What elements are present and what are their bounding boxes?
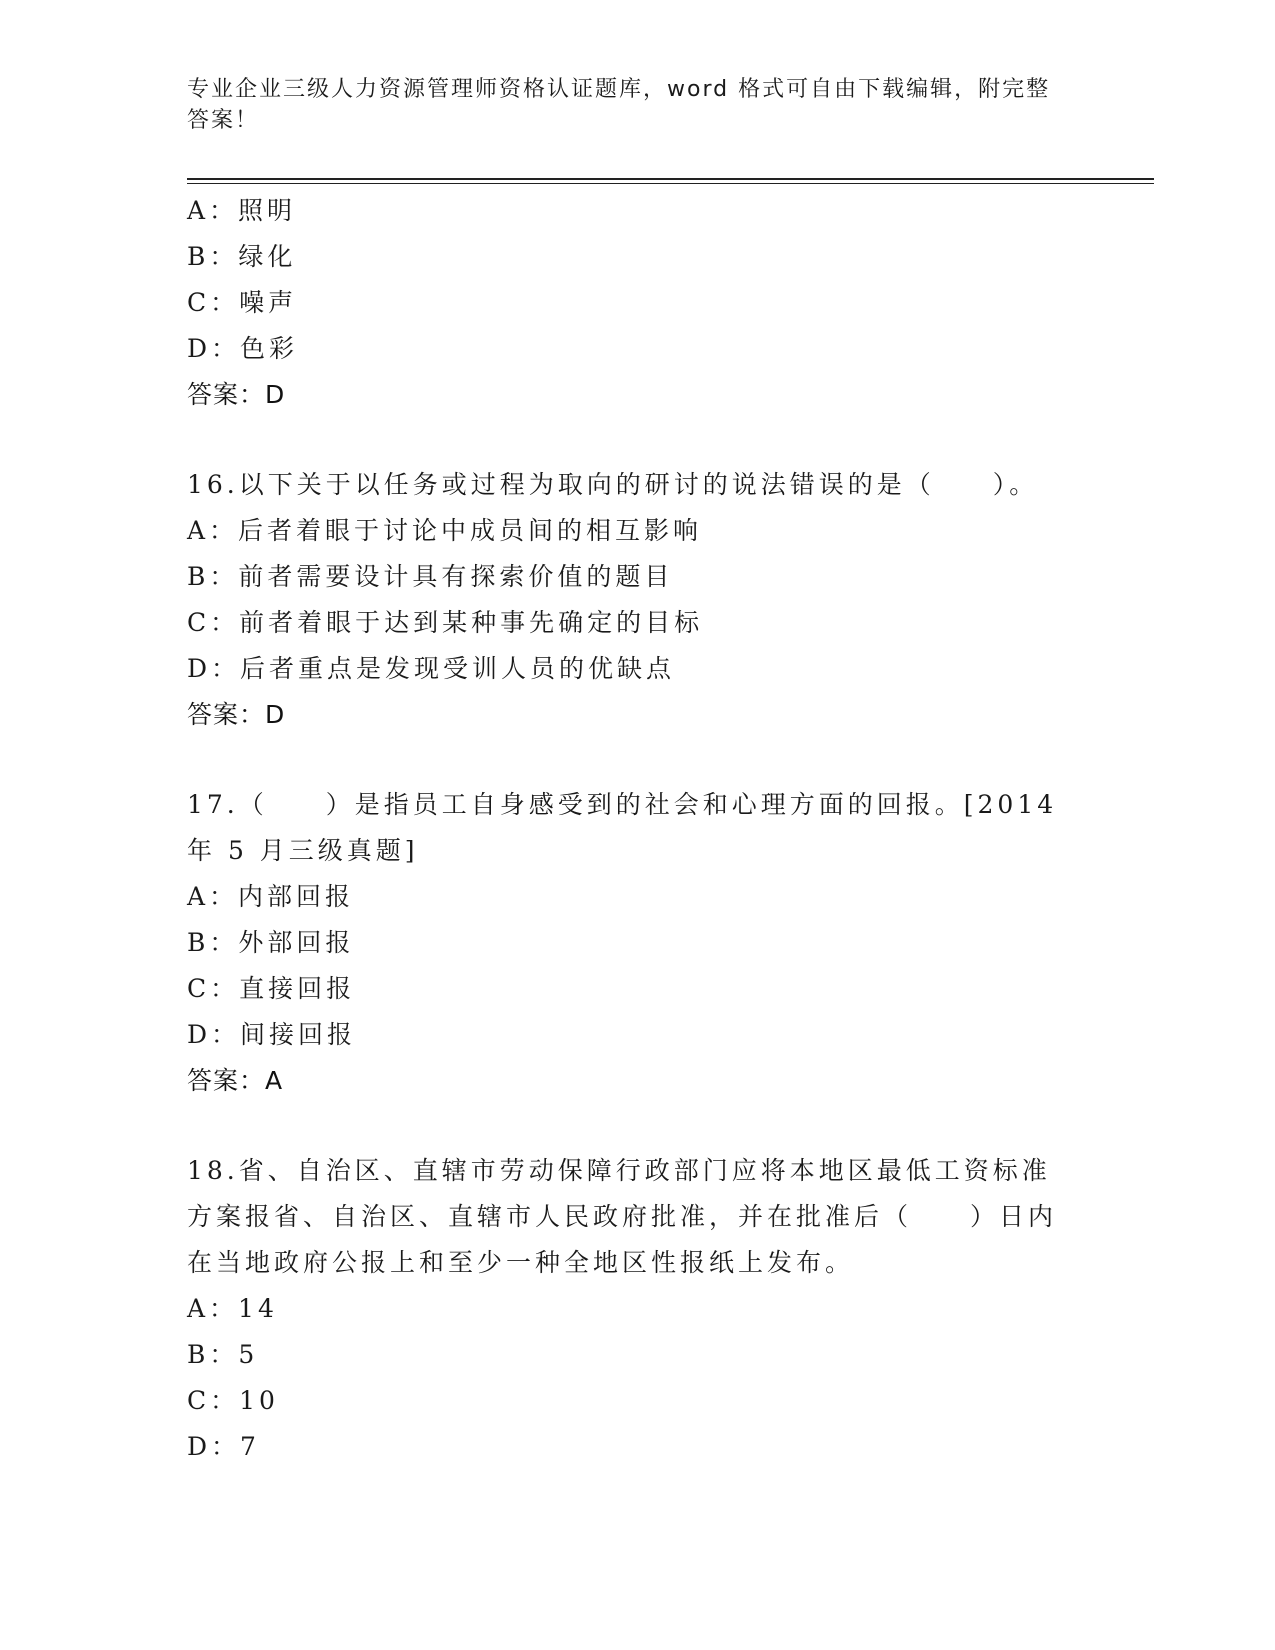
option-c: C：前者着眼于达到某种事先确定的目标 <box>187 608 704 637</box>
question-stem: 16.以下关于以任务或过程为取向的研讨的说法错误的是（ ）。 <box>187 470 1039 499</box>
option-c: C：10 <box>187 1386 279 1415</box>
question-15-tail <box>187 188 1087 418</box>
option-a: A：内部回报 <box>187 882 355 911</box>
question-stem: 17.（ ）是指员工自身感受到的社会和心理方面的回报。[2014 年 5 月三级真题] <box>187 790 1058 865</box>
spacer <box>187 738 1087 782</box>
option-c: C：噪声 <box>187 288 298 317</box>
spacer <box>187 1104 1087 1148</box>
answer-label: 答案：D <box>187 700 286 729</box>
option-b: B：绿化 <box>187 242 297 271</box>
option-d: D：7 <box>187 1432 260 1461</box>
option-b: B：5 <box>187 1340 259 1369</box>
option-b: B：前者需要设计具有探索价值的题目 <box>187 562 674 591</box>
option-a: A：照明 <box>187 196 297 225</box>
option-b: B：外部回报 <box>187 928 355 957</box>
question-17 <box>187 782 1087 1104</box>
option-a: A：后者着眼于讨论中成员间的相互影响 <box>187 516 703 545</box>
option-d: D：后者重点是发现受训人员的优缺点 <box>187 654 676 683</box>
answer-label: 答案：D <box>187 380 286 409</box>
option-c: C：直接回报 <box>187 974 356 1003</box>
option-a: A：14 <box>187 1294 278 1323</box>
option-d: D：间接回报 <box>187 1020 357 1049</box>
header-divider-thin <box>187 183 1154 184</box>
question-18 <box>187 1148 1087 1470</box>
option-d: D：色彩 <box>187 334 299 363</box>
question-16 <box>187 462 1087 738</box>
question-stem: 18.省、自治区、直辖市劳动保障行政部门应将本地区最低工资标准方案报省、自治区、直辖市人民政府批准，并在批准后（ ）日内在当地政府公报上和至少一种全地区性报纸上发布。 <box>187 1156 1058 1277</box>
spacer <box>187 418 1087 462</box>
page-header: 专业企业三级人力资源管理师资格认证题库，word 格式可自由下载编辑，附完整答案！ <box>187 77 1051 133</box>
header-divider-thick <box>187 178 1154 180</box>
question-list <box>187 188 1087 1470</box>
answer-label: 答案：A <box>187 1066 284 1095</box>
